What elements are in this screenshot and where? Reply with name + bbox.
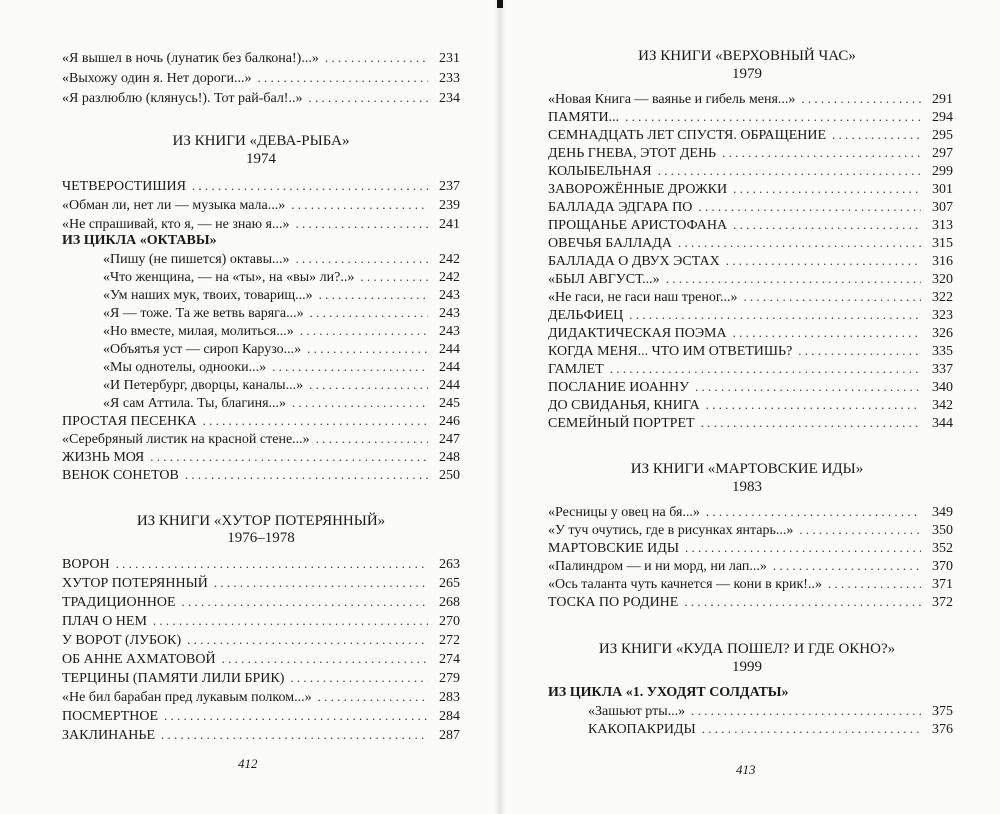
toc-entry: ОВЕЧЬЯ БАЛЛАДА . . . 315: [548, 233, 953, 252]
toc-entry: ДО СВИДАНЬЯ, КНИГА . . . 342: [548, 395, 953, 414]
toc-entry: КОЛЫБЕЛЬНАЯ . . . 299: [548, 161, 953, 180]
toc-entry: «Выхожу один я. Нет дороги...» . . . 233: [62, 68, 460, 87]
toc-entry: «Я — тоже. Та же ветвь варяга...» . . . 243: [103, 303, 460, 322]
toc-entry: «Новая Книга — ваянье и гибель меня...» . . . 291: [548, 89, 953, 108]
section-heading: ИЗ КНИГИ «МАРТОВСКИЕ ИДЫ»: [630, 461, 864, 477]
toc-entry: БАЛЛАДА ЭДГАРА ПО . . . 307: [548, 197, 953, 216]
toc-entry: ДЕЛЬФИЕЦ . . . 323: [548, 305, 953, 324]
toc-entry: «Я сам Аттила. Ты, благиня...» . . . 245: [103, 393, 460, 412]
toc-entry: ДЕНЬ ГНЕВА, ЭТОТ ДЕНЬ . . . 297: [548, 143, 953, 162]
toc-entry: ПЛАЧ О НЕМ . . . 270: [62, 611, 460, 630]
toc-entry: «Палиндром — и ни морд, ни лап...» . . . 370: [548, 556, 953, 575]
toc-entry: МАРТОВСКИЕ ИДЫ . . . 352: [548, 538, 953, 557]
book-spine: [494, 0, 506, 814]
toc-entry: ПРОЩАНЬЕ АРИСТОФАНА . . . 313: [548, 215, 953, 234]
toc-entry: ОБ АННЕ АХМАТОВОЙ . . . 274: [62, 649, 460, 668]
cycle-heading: ИЗ ЦИКЛА «ОКТАВЫ»: [62, 233, 217, 248]
toc-entry: ТЕРЦИНЫ (ПАМЯТИ ЛИЛИ БРИК) . . . 279: [62, 668, 460, 687]
toc-entry: «Не бил барабан пред лукавым полком...» . . . 283: [62, 687, 460, 706]
section-year: 1999: [732, 659, 762, 675]
toc-entry: «Я разлюблю (клянусь!). Тот рай-бал!..» . . . 234: [62, 88, 460, 107]
section-year: 1983: [732, 479, 762, 495]
right-page: [506, 0, 1000, 814]
toc-entry: «Ум наших мук, твоих, товарищ...» . . . 243: [103, 285, 460, 304]
toc-entry: «Обман ли, нет ли — музыка мала...» . . . 239: [62, 195, 460, 214]
toc-entry: «Пишу (не пишется) октавы...» . . . 242: [103, 249, 460, 268]
toc-entry: ТРАДИЦИОННОЕ . . . 268: [62, 592, 460, 611]
toc-entry: «Зашьют рты...» . . . 375: [588, 701, 953, 720]
toc-entry: КОГДА МЕНЯ... ЧТО ИМ ОТВЕТИШЬ? . . . 335: [548, 341, 953, 360]
toc-entry: СЕМЕЙНЫЙ ПОРТРЕТ . . . 344: [548, 413, 953, 432]
toc-entry: «Я вышел в ночь (лунатик без балкона!)...» . . . 231: [62, 48, 460, 67]
toc-entry: ПОСМЕРТНОЕ . . . 284: [62, 706, 460, 725]
toc-entry: ЧЕТВЕРОСТИШИЯ . . . 237: [62, 176, 460, 195]
page-number: 413: [736, 762, 756, 777]
toc-entry: «Ось таланта чуть качнется — кони в крик!..» . . . 371: [548, 574, 953, 593]
toc-entry: ХУТОР ПОТЕРЯННЫЙ . . . 265: [62, 573, 460, 592]
toc-entry: ПРОСТАЯ ПЕСЕНКА . . . 246: [62, 411, 460, 430]
toc-entry: «Серебряный листик на красной стене...» . . . 247: [62, 429, 460, 448]
section-year: 1976–1978: [227, 530, 295, 546]
page-number: 412: [238, 756, 258, 771]
section-heading: ИЗ КНИГИ «ВЕРХОВНЫЙ ЧАС»: [638, 48, 856, 64]
toc-entry: ВОРОН . . . 263: [62, 554, 460, 573]
section-year: 1979: [732, 66, 762, 82]
section-year: 1974: [246, 151, 276, 167]
toc-entry: ЗАВОРОЖЁННЫЕ ДРОЖКИ . . . 301: [548, 179, 953, 198]
toc-entry: У ВОРОТ (ЛУБОК) . . . 272: [62, 630, 460, 649]
toc-entry: «Ресницы у овец на бя...» . . . 349: [548, 502, 953, 521]
toc-entry: «Не гаси, не гаси наш треног...» . . . 322: [548, 287, 953, 306]
toc-entry: «Не спрашивай, кто я, — не знаю я...» . . . 241: [62, 214, 460, 233]
toc-entry: КАКОПАКРИДЫ . . . 376: [588, 719, 953, 738]
cycle-heading: ИЗ ЦИКЛА «1. УХОДЯТ СОЛДАТЫ»: [548, 685, 789, 700]
toc-entry: «БЫЛ АВГУСТ...» . . . 320: [548, 269, 953, 288]
toc-entry: ГАМЛЕТ . . . 337: [548, 359, 953, 378]
toc-entry: СЕМНАДЦАТЬ ЛЕТ СПУСТЯ. ОБРАЩЕНИЕ . . . 295: [548, 125, 953, 144]
toc-entry: «Мы однотелы, однооки...» . . . 244: [103, 357, 460, 376]
section-heading: ИЗ КНИГИ «ДЕВА-РЫБА»: [172, 133, 350, 149]
left-page: [0, 0, 494, 814]
toc-entry: «У туч очутись, где в рисунках янтарь...» . . . 350: [548, 520, 953, 539]
toc-entry: ЗАКЛИНАНЬЕ . . . 287: [62, 725, 460, 744]
toc-entry: БАЛЛАДА О ДВУХ ЭСТАХ . . . 316: [548, 251, 953, 270]
page-marker: [497, 0, 503, 8]
section-heading: ИЗ КНИГИ «КУДА ПОШЕЛ? И ГДЕ ОКНО?»: [598, 641, 896, 657]
section-heading: ИЗ КНИГИ «ХУТОР ПОТЕРЯННЫЙ»: [136, 513, 386, 529]
toc-entry: ДИДАКТИЧЕСКАЯ ПОЭМА . . . 326: [548, 323, 953, 342]
toc-entry: «И Петербург, дворцы, каналы...» . . . 244: [103, 375, 460, 394]
toc-entry: ЖИЗНЬ МОЯ . . . 248: [62, 447, 460, 466]
toc-entry: «Что женщина, — на «ты», на «вы» ли?..» . . . 242: [103, 267, 460, 286]
toc-entry: ВЕНОК СОНЕТОВ . . . 250: [62, 465, 460, 484]
toc-entry: «Но вместе, милая, молиться...» . . . 243: [103, 321, 460, 340]
toc-entry: ПОСЛАНИЕ ИОАННУ . . . 340: [548, 377, 953, 396]
toc-entry: ТОСКА ПО РОДИНЕ . . . 372: [548, 592, 953, 611]
toc-entry: «Объятья уст — сироп Карузо...» . . . 244: [103, 339, 460, 358]
toc-entry: ПАМЯТИ... . . . 294: [548, 107, 953, 126]
